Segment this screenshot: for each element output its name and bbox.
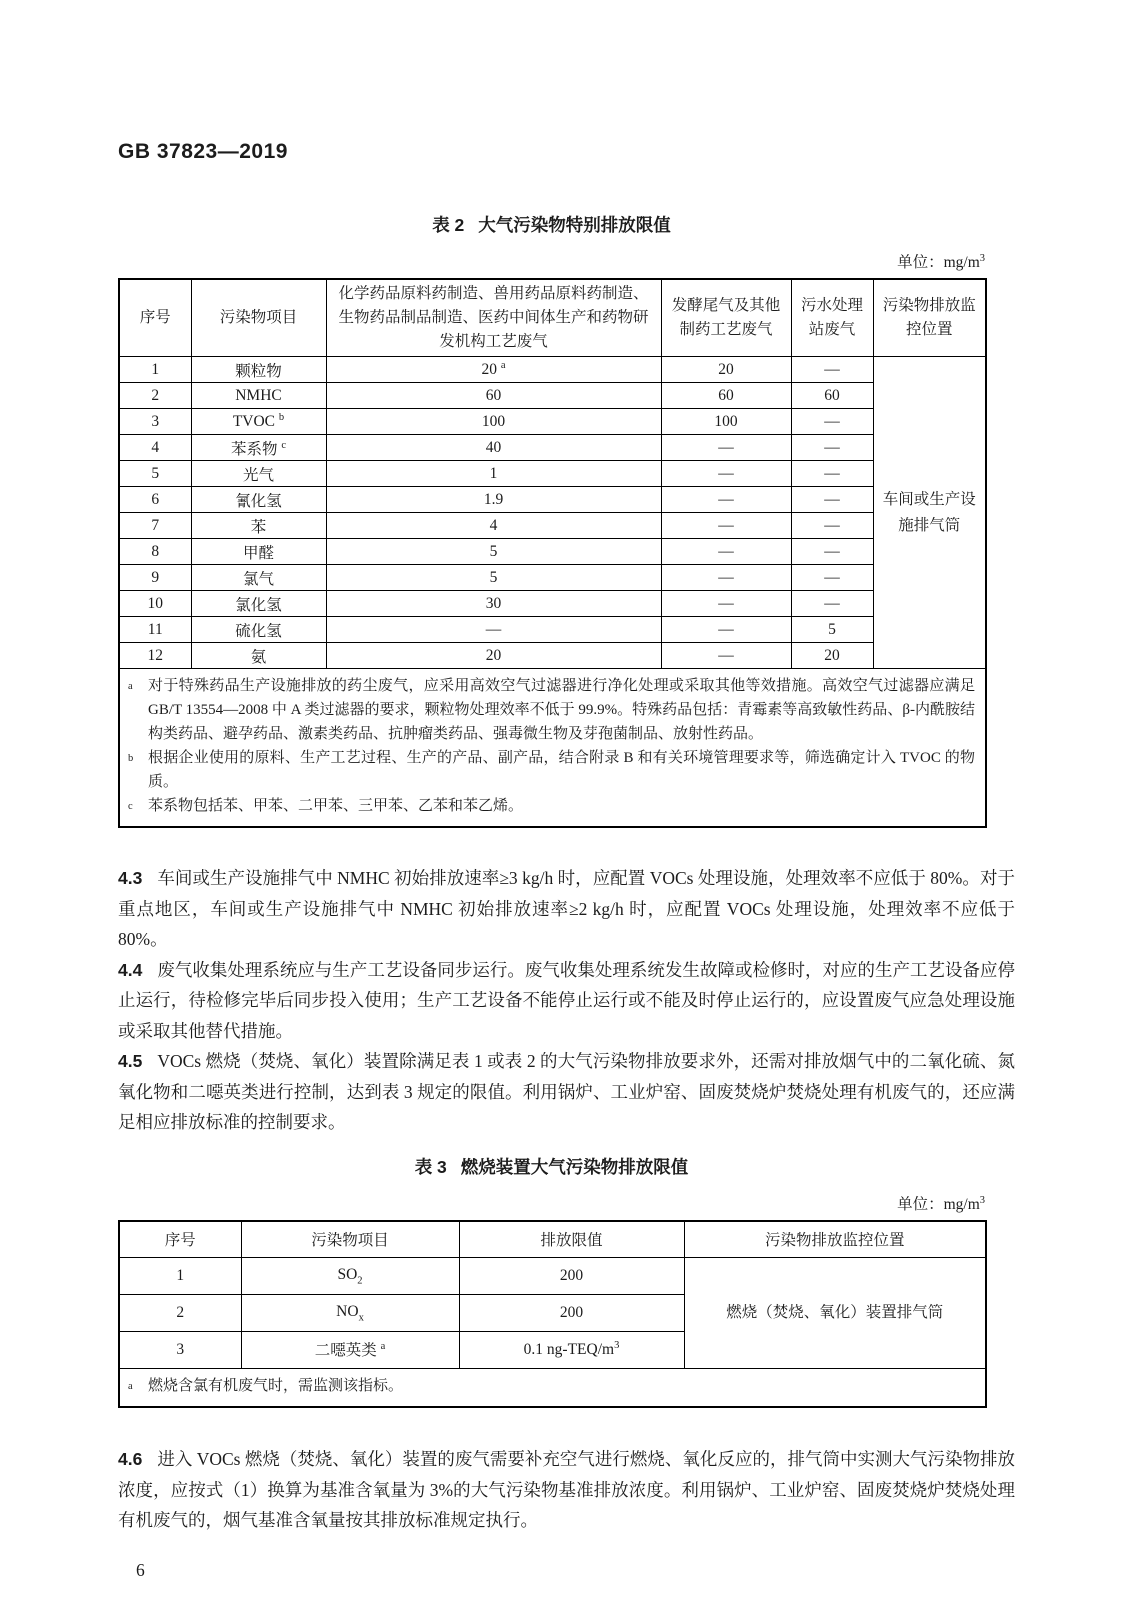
col-header-monitor: 污染物排放监控位置: [873, 279, 986, 357]
table-row: [119, 487, 986, 513]
cell-no: 5: [119, 461, 191, 487]
col-header-pollutant: 污染物项目: [191, 279, 326, 357]
table-row: [119, 461, 986, 487]
cell-ferment: 60: [661, 383, 791, 409]
cell-chem: 100: [326, 409, 661, 435]
cell-pollutant: TVOC $^b$: [191, 409, 326, 435]
cell-pollutant: 氨: [191, 643, 326, 669]
cell-chem: 40: [326, 435, 661, 461]
cell-monitor-position: 车间或生产设施排气筒: [873, 357, 986, 669]
cell-no: 2: [119, 1295, 241, 1332]
table-row: [119, 565, 986, 591]
cell-sewage: —: [791, 409, 873, 435]
cell-limit: 0.1 $ng-TEQ/m^3$: [459, 1332, 684, 1369]
cell-pollutant: $SO_2$: [241, 1258, 459, 1295]
cell-pollutant: 硫化氢: [191, 617, 326, 643]
cell-chem: 30: [326, 591, 661, 617]
cell-limit: 200: [459, 1258, 684, 1295]
cell-sewage: —: [791, 591, 873, 617]
cell-sewage: 5: [791, 617, 873, 643]
footnote-b: b 根据企业使用的原料、生产工艺过程、生产的产品、副产品，结合附录 B 和有关环境管理要求等，筛选确定计入 TVOC 的物质。: [128, 750, 975, 790]
col-header-no: 序号: [119, 1221, 241, 1258]
cell-no: 10: [119, 591, 191, 617]
cell-pollutant: 苯: [191, 513, 326, 539]
cell-pollutant: $NO_x$: [241, 1295, 459, 1332]
cell-no: 7: [119, 513, 191, 539]
footnote-c: c 苯系物包括苯、甲苯、二甲苯、三甲苯、乙苯和苯乙烯。: [128, 798, 524, 814]
footnote-a: a 燃烧含氯有机废气时，需监测该指标。: [128, 1378, 404, 1394]
cell-no: 11: [119, 617, 191, 643]
col-header-monitor: 污染物排放监控位置: [684, 1221, 986, 1258]
table3-header-row: [119, 1221, 986, 1258]
cell-sewage: —: [791, 539, 873, 565]
table-row: [119, 513, 986, 539]
cell-pollutant: 氯气: [191, 565, 326, 591]
col-header-limit: 排放限值: [459, 1221, 684, 1258]
col-header-pollutant: 污染物项目: [241, 1221, 459, 1258]
cell-ferment: —: [661, 617, 791, 643]
table-row: [119, 383, 986, 409]
clause-4-4: 4.4 废气收集处理系统应与生产工艺设备同步运行。废气收集处理系统发生故障或检修时，对应的生产工艺设备应停止运行，待检修完毕后同步投入使用；生产工艺设备不能停止运行或不能及时停止运行的，应设置废气应急处理设施或采取其他替代措施。: [118, 959, 1015, 1041]
cell-no: 12: [119, 643, 191, 669]
cell-ferment: —: [661, 513, 791, 539]
table2-caption-text: 大气污染物特别排放限值: [478, 215, 671, 235]
cell-ferment: —: [661, 643, 791, 669]
cell-pollutant: 光气: [191, 461, 326, 487]
table2-unit-label: 单位：$mg/m^3$: [897, 252, 985, 271]
cell-monitor-position: 燃烧（焚烧、氧化）装置排气筒: [684, 1258, 986, 1369]
cell-chem: 1.9: [326, 487, 661, 513]
cell-chem: —: [326, 617, 661, 643]
col-header-chem: 化学药品原料药制造、兽用药品原料药制造、生物药品制品制造、医药中间体生产和药物研发机构工艺废气: [326, 279, 661, 357]
table3-footnotes-row: [119, 1369, 986, 1408]
table2-footnotes-row: [119, 669, 986, 828]
cell-no: 9: [119, 565, 191, 591]
page-number: 6: [136, 1559, 145, 1580]
cell-pollutant: 氰化氢: [191, 487, 326, 513]
table-row: [119, 643, 986, 669]
table2-caption-number: 表 2: [432, 215, 465, 235]
cell-chem: 20 $^a$: [326, 357, 661, 383]
cell-ferment: —: [661, 461, 791, 487]
clause-4-5: 4.5 VOCs 燃烧（焚烧、氧化）装置除满足表 1 或表 2 的大气污染物排放要求外，还需对排放烟气中的二氧化硫、氮氧化物和二噁英类进行控制，达到表 3 规定的限值。利用锅炉、工业炉窑、固废焚烧炉焚烧处理有机废气的，还应满足相应排放标准的控制要求。: [118, 1051, 1015, 1132]
table3-caption-text: 燃烧装置大气污染物排放限值: [460, 1156, 689, 1177]
cell-chem: 5: [326, 539, 661, 565]
cell-no: 6: [119, 487, 191, 513]
table-row: [119, 357, 986, 383]
footnote-a: a 对于特殊药品生产设施排放的药尘废气，应采用高效空气过滤器进行净化处理或采取其他等效措施。高效空气过滤器应满足 GB/T 13554—2008 中 A 类过滤器的要求，颗粒物处理效率不低于 99.9%。特殊药品包括：青霉素等高致敏性药品、β-内酰胺结构类药品、避孕药品、激素类药品、抗肿瘤类药品、强毒微生物及芽孢菌制品、放射性药品。: [128, 678, 975, 742]
table2-header-row: [119, 279, 986, 357]
cell-chem: 4: [326, 513, 661, 539]
cell-pollutant: 甲醛: [191, 539, 326, 565]
col-header-no: 序号: [119, 279, 191, 357]
clause-4-3: 4.3 车间或生产设施排气中 NMHC 初始排放速率≥3 kg/h 时，应配置 VOCs 处理设施，处理效率不应低于 80%。对于重点地区，车间或生产设施排气中 NMHC 初始排放速率≥2 kg/h 时，应配置 VOCs 处理设施，处理效率不应低于 80%。: [118, 868, 1015, 949]
cell-pollutant: NMHC: [191, 383, 326, 409]
cell-ferment: —: [661, 435, 791, 461]
cell-chem: 20: [326, 643, 661, 669]
table-row: [119, 591, 986, 617]
cell-chem: 5: [326, 565, 661, 591]
cell-no: 8: [119, 539, 191, 565]
cell-sewage: —: [791, 565, 873, 591]
cell-no: 1: [119, 1258, 241, 1295]
cell-sewage: —: [791, 357, 873, 383]
cell-chem: 1: [326, 461, 661, 487]
table-row: [119, 409, 986, 435]
table3: [118, 1220, 987, 1409]
cell-no: 3: [119, 1332, 241, 1369]
cell-no: 2: [119, 383, 191, 409]
cell-ferment: 100: [661, 409, 791, 435]
cell-ferment: 20: [661, 357, 791, 383]
table-row: [119, 435, 986, 461]
cell-pollutant: 氯化氢: [191, 591, 326, 617]
table-row: [119, 539, 986, 565]
cell-no: 4: [119, 435, 191, 461]
cell-sewage: —: [791, 461, 873, 487]
table3-caption-number: 表 3: [414, 1156, 447, 1177]
cell-sewage: 60: [791, 383, 873, 409]
cell-ferment: —: [661, 591, 791, 617]
cell-sewage: —: [791, 435, 873, 461]
cell-pollutant: 苯系物 $^c$: [191, 435, 326, 461]
table2: [118, 278, 987, 828]
table3-caption: [118, 1154, 985, 1179]
col-header-ferment: 发酵尾气及其他制药工艺废气: [661, 279, 791, 357]
cell-ferment: —: [661, 539, 791, 565]
cell-chem: 60: [326, 383, 661, 409]
cell-ferment: —: [661, 565, 791, 591]
clause-4-6: 4.6 进入 VOCs 燃烧（焚烧、氧化）装置的废气需要补充空气进行燃烧、氧化反应的，排气筒中实测大气污染物排放浓度，应按式（1）换算为基准含氧量为 3%的大气污染物基准排放浓度。利用锅炉、工业炉窑、固废焚烧炉焚烧处理有机废气的，烟气基准含氧量按其排放标准规定执行。: [118, 1449, 1015, 1530]
cell-no: 1: [119, 357, 191, 383]
cell-sewage: —: [791, 487, 873, 513]
cell-no: 3: [119, 409, 191, 435]
table-row: [119, 617, 986, 643]
cell-pollutant: 颗粒物: [191, 357, 326, 383]
table-row: [119, 1258, 986, 1295]
col-header-sewage: 污水处理站废气: [791, 279, 873, 357]
cell-ferment: —: [661, 487, 791, 513]
cell-pollutant: 二噁英类 $^a$: [241, 1332, 459, 1369]
cell-sewage: —: [791, 513, 873, 539]
table3-unit-label: 单位：$mg/m^3$: [897, 1194, 985, 1213]
cell-limit: 200: [459, 1295, 684, 1332]
doc-number: GB 37823—2019: [118, 140, 288, 163]
table2-caption: [118, 212, 985, 237]
cell-sewage: 20: [791, 643, 873, 669]
